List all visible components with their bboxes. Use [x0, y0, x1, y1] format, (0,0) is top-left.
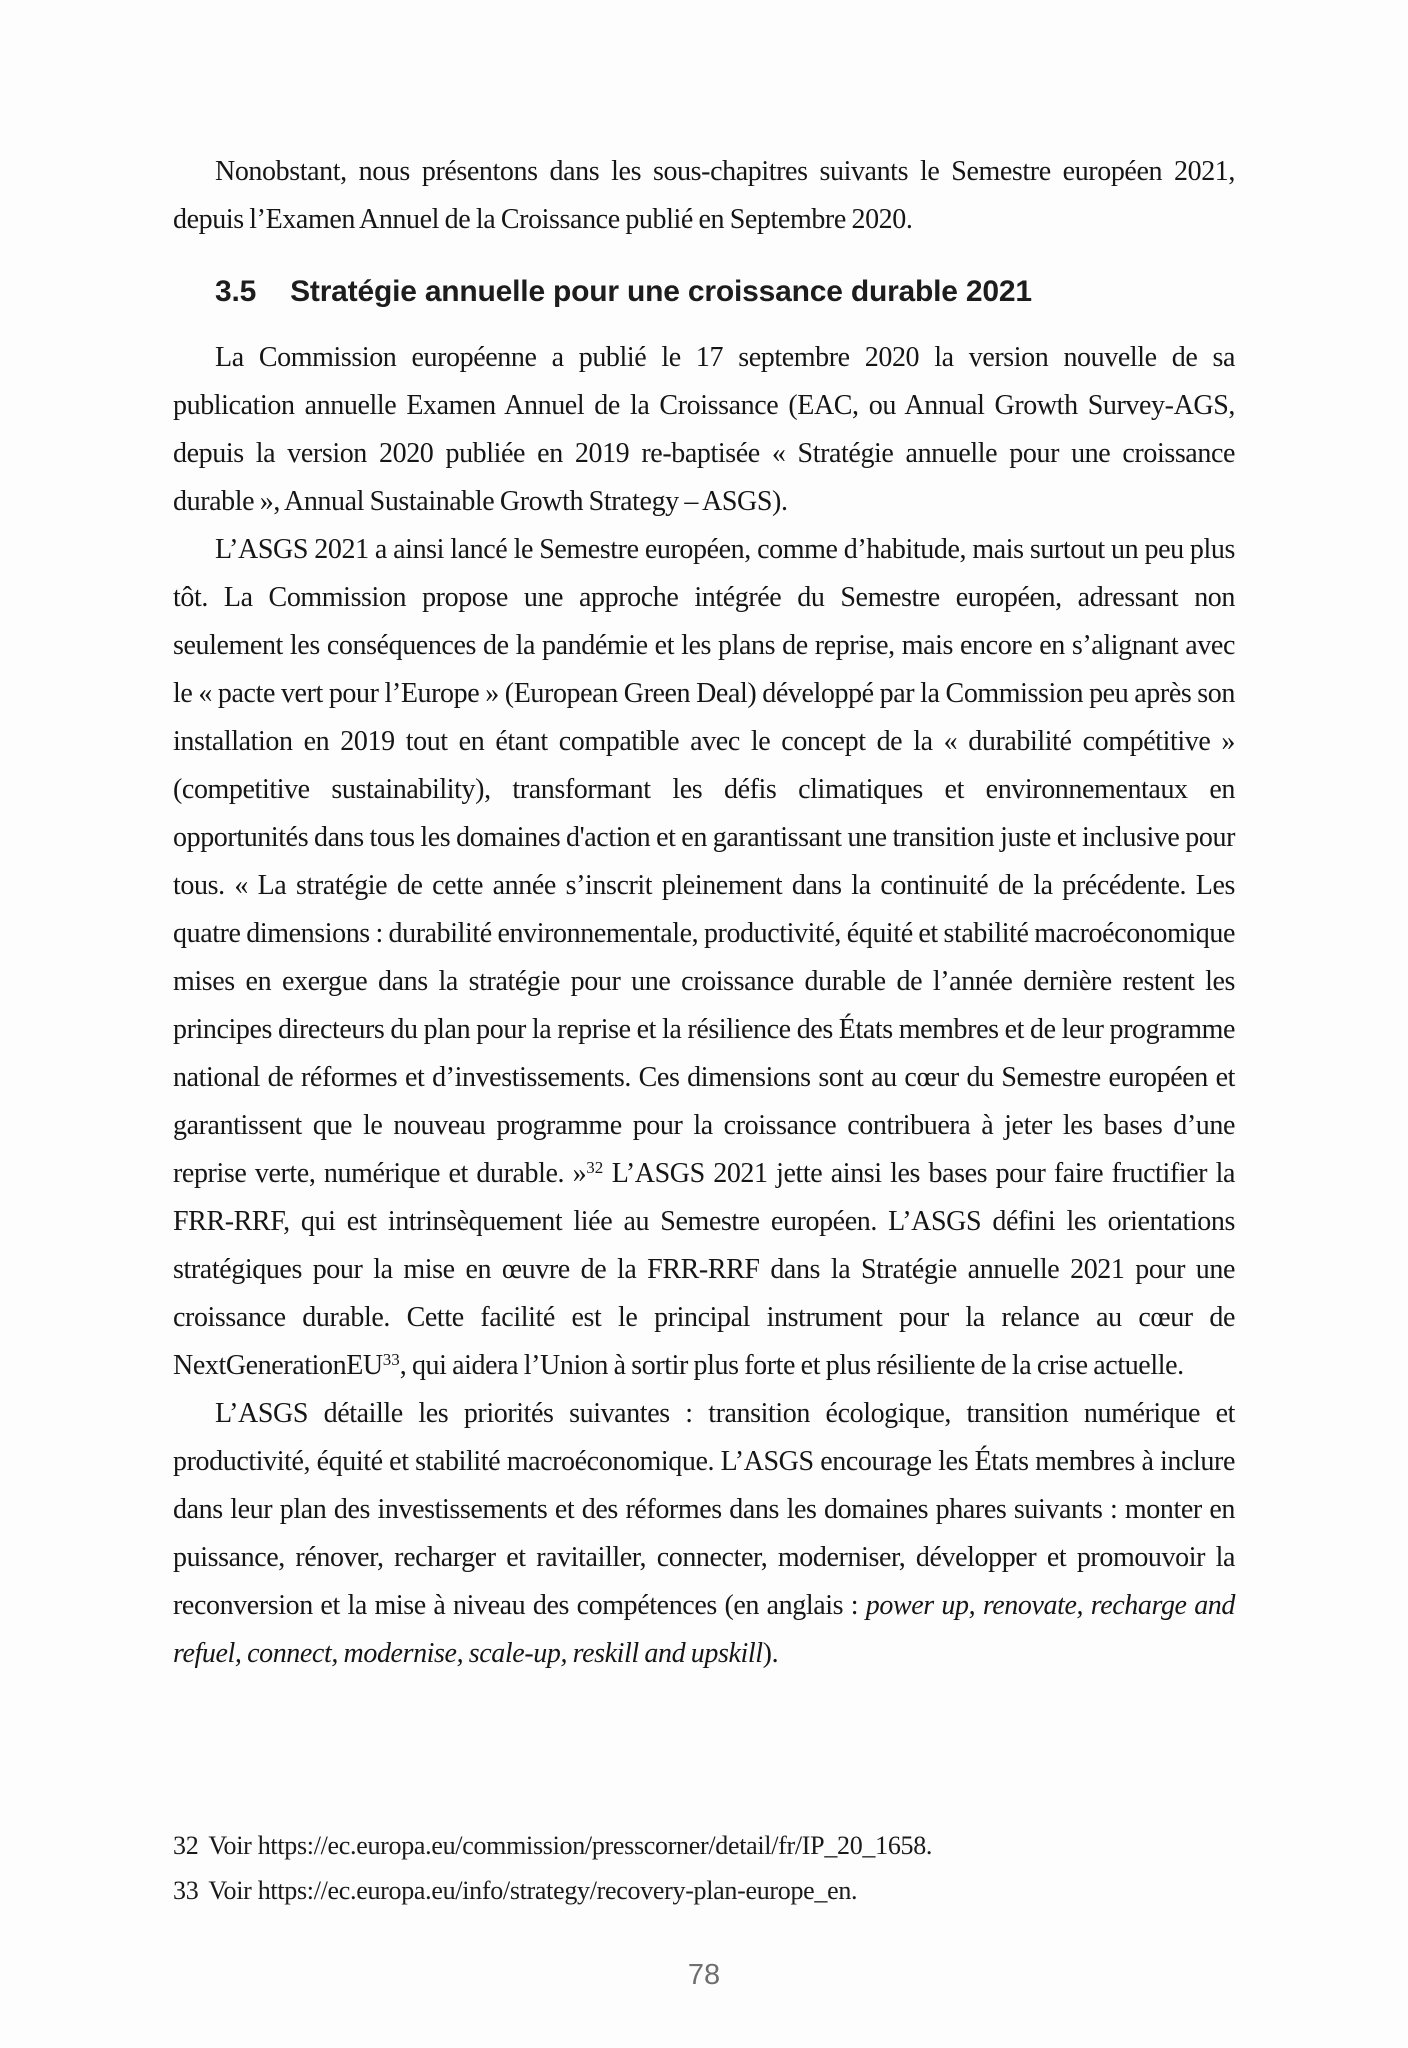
footnote-32-number: 32: [173, 1831, 199, 1860]
footnote-ref-32: 32: [586, 1158, 604, 1177]
section-number: 3.5: [215, 275, 257, 308]
section-title: Stratégie annuelle pour une croissance durable 2021: [290, 275, 1032, 308]
paragraph-priorities: [173, 1390, 1235, 1678]
footnote-33-number: 33: [173, 1876, 199, 1905]
footnote-33-text: Voir https://ec.europa.eu/info/strategy/recovery-plan-europe_en.: [208, 1876, 858, 1905]
page-number: 78: [687, 1959, 721, 1991]
paragraph-commission-publication: La Commission européenne a publié le 17 septembre 2020 la version nouvelle de sa publication annuelle Examen Annuel de la Croissance (EAC, ou Annual Growth Survey-AGS, depuis la version 2020 publiée en 2019 re-baptisée « Stratégie annuelle pour une croissance durable », Annual Sustainable Growth Strategy – ASGS).: [173, 342, 1235, 517]
footnotes-block: [173, 1823, 1235, 1913]
footnote-33: [173, 1868, 1235, 1913]
paragraph-asgs-text-2: L’ASGS 2021 jette ainsi les bases pour faire fructifier la FRR-RRF, qui est intrinsèquement liée au Semestre européen. L’ASGS défini les orientations stratégiques pour la mise en œuvre de la FRR-RRF dans la Stratégie annuelle 2021 pour une croissance durable. Cette facilité est le principal instrument pour la relance au cœur de NextGenerationEU: [173, 1158, 1235, 1381]
paragraph-asgs-text-1: L’ASGS 2021 a ainsi lancé le Semestre européen, comme d’habitude, mais surtout un peu plus tôt. La Commission propose une approche intégrée du Semestre européen, adressant non seulement les conséquences de la pandémie et les plans de reprise, mais encore en s’alignant avec le « pacte vert pour l’Europe » (European Green Deal) développé par la Commission peu après son installation en 2019 tout en étant compatible avec le concept de la « durabilité compétitive » (competitive sustainability), transformant les défis climatiques et environnementaux en opportunités dans tous les domaines d'action et en garantissant une transition juste et inclusive pour tous. « La stratégie de cette année s’inscrit pleinement dans la continuité de la précédente. Les quatre dimensions : durabilité environnementale, productivité, équité et stabilité macroéconomique mises en exergue dans la stratégie pour une croissance durable de l’année dernière restent les principes directeurs du plan pour la reprise et la résilience des États membres et de leur programme national de réformes et d’investissements. Ces dimensions sont au cœur du Semestre européen et garantissent que le nouveau programme pour la croissance contribuera à jeter les bases d’une reprise verte, numérique et durable. »: [173, 534, 1235, 1189]
intro-paragraph: Nonobstant, nous présentons dans les sous-chapitres suivants le Semestre européen 2021, depuis l’Examen Annuel de la Croissance publié en Septembre 2020.: [173, 156, 1235, 235]
footnote-ref-33: 33: [382, 1350, 400, 1369]
section-heading: [173, 270, 1235, 314]
paragraph-priorities-english-terms: power up, renovate, recharge and refuel, connect, modernise, scale-up, reskill and upskill: [173, 1590, 1235, 1669]
footnote-32: [173, 1823, 1235, 1868]
paragraph-asgs-2021: [173, 526, 1235, 1390]
paragraph-priorities-closing: ).: [762, 1638, 779, 1669]
footnote-32-text: Voir https://ec.europa.eu/commission/presscorner/detail/fr/IP_20_1658.: [208, 1831, 933, 1860]
paragraph-priorities-text: L’ASGS détaille les priorités suivantes : transition écologique, transition numérique et productivité, équité et stabilité macroéconomique. L’ASGS encourage les États membres à inclure dans leur plan des investissements et des réformes dans les domaines phares suivants : monter en puissance, rénover, recharger et ravitailler, connecter, moderniser, développer et promouvoir la reconversion et la mise à niveau des compétences (en anglais :: [173, 1398, 1235, 1621]
paragraph-asgs-text-3: , qui aidera l’Union à sortir plus forte et plus résiliente de la crise actuelle.: [399, 1350, 1184, 1381]
